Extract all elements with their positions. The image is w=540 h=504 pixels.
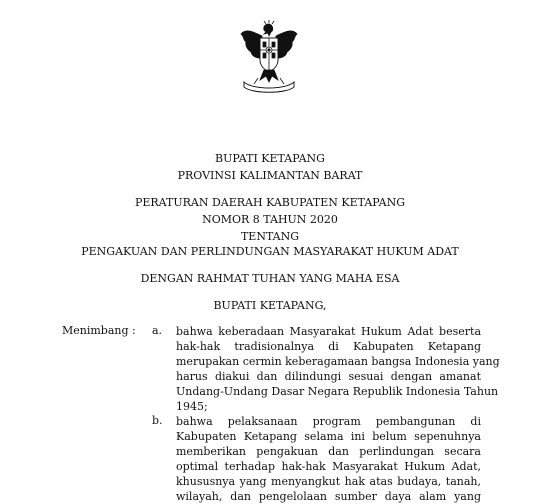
item-a-line: 1945; — [176, 400, 208, 413]
considering-colon: : — [132, 324, 136, 337]
regent-title: BUPATI KETAPANG — [215, 152, 325, 165]
item-b-line: wilayah, dan pengelolaan sumber daya alam yang — [176, 490, 481, 503]
item-marker-a: a. — [152, 324, 163, 337]
item-a-line: harus diakui dan dilindungi sesuai dengan amanat — [176, 370, 481, 383]
considering-label: Menimbang — [62, 324, 129, 337]
item-a-line: hak-hak tradisionalnya di Kabupaten Ketapang — [176, 340, 481, 353]
item-b-line: optimal terhadap hak-hak Masyarakat Hukum Adat, — [176, 460, 481, 473]
item-a-line: bahwa keberadaan Masyarakat Hukum Adat beserta — [176, 325, 481, 338]
regulation-about: TENTANG — [240, 230, 300, 243]
regulation-subject: PENGAKUAN DAN PERLINDUNGAN MASYARAKAT HUKUM ADAT — [81, 245, 459, 258]
item-b-line: khususnya yang menyangkut hak atas budaya, tanah, — [176, 475, 481, 488]
province-name: PROVINSI KALIMANTAN BARAT — [177, 169, 363, 182]
item-a-line: Undang-Undang Dasar Negara Republik Indonesia Tahun — [176, 385, 499, 398]
item-b-line: bahwa pelaksanaan program pembangunan di — [176, 415, 481, 428]
item-marker-b: b. — [152, 414, 163, 427]
garuda-emblem-icon — [238, 20, 300, 94]
regulation-number: NOMOR 8 TAHUN 2020 — [202, 213, 338, 226]
item-b-line: memberikan pengakuan dan perlindungan secara — [176, 445, 481, 458]
item-a-line: merupakan cermin keberagamaan bangsa Indonesia yang — [176, 355, 500, 368]
regulation-title: PERATURAN DAERAH KABUPATEN KETAPANG — [134, 196, 406, 209]
invocation: DENGAN RAHMAT TUHAN YANG MAHA ESA — [140, 272, 400, 285]
issuer: BUPATI KETAPANG, — [213, 299, 327, 312]
item-b-line: Kabupaten Ketapang selama ini belum sepenuhnya — [176, 430, 481, 443]
